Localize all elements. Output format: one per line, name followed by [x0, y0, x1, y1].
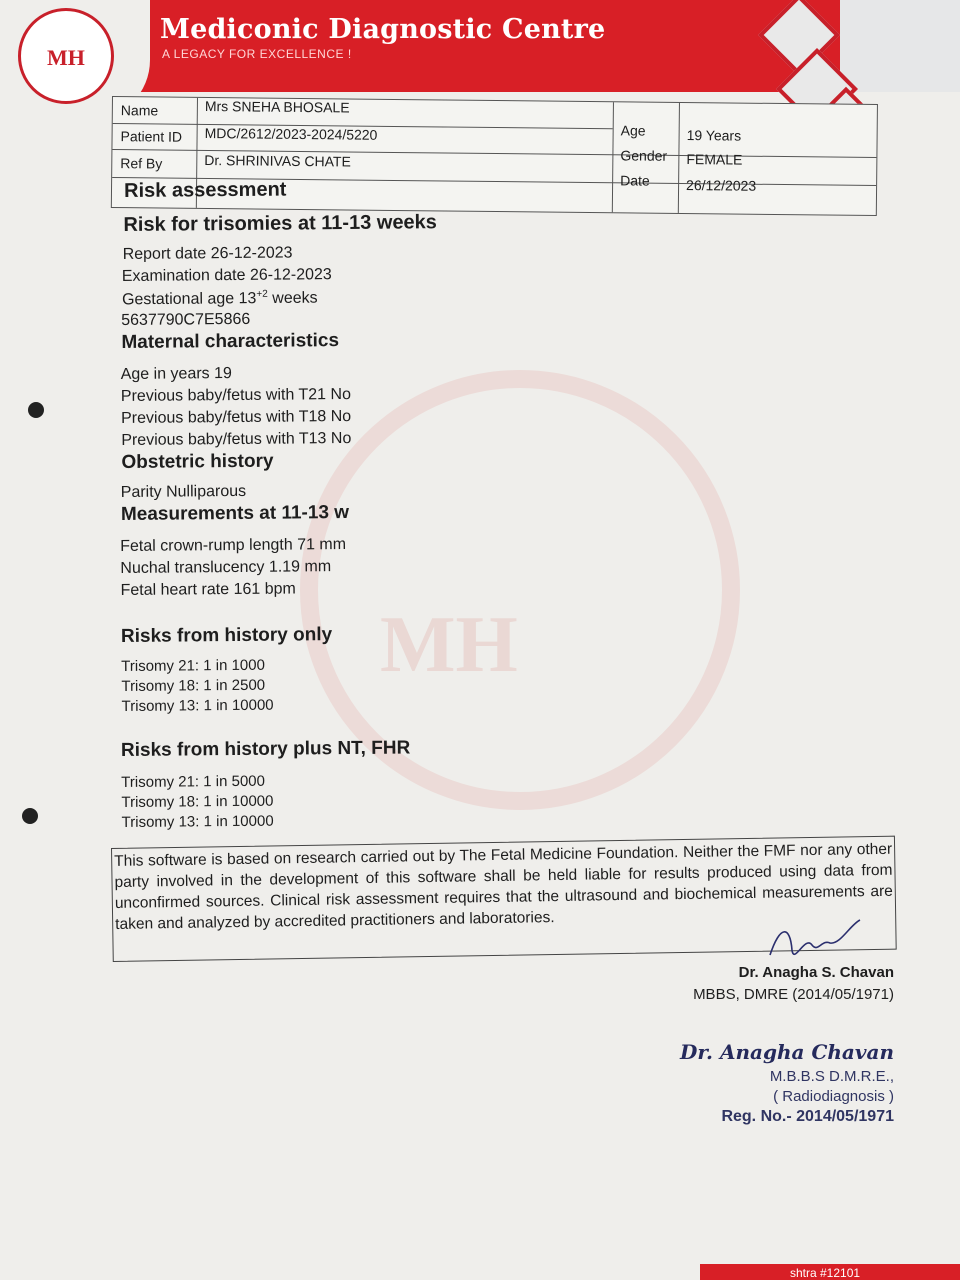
maternal-heading: Maternal characteristics — [121, 330, 340, 353]
risk-assessment-title: Risk assessment — [123, 178, 287, 202]
maternal-item: Previous baby/fetus with T21 No — [120, 385, 352, 406]
age-value: 19 Years — [686, 127, 742, 144]
clinic-tagline: A LEGACY FOR EXCELLENCE ! — [162, 47, 352, 61]
age-label: Age — [620, 122, 646, 139]
examination-date: Examination date 26-12-2023 — [121, 266, 332, 285]
ref-by-label: Ref By — [120, 155, 163, 172]
patient-id-value: MDC/2612/2023-2024/5220 — [204, 124, 378, 143]
measurement-item: Fetal heart rate 161 bpm — [120, 580, 296, 600]
stamp-doctor-name: Dr. Anagha Chavan — [680, 1040, 894, 1064]
footer-text: shtra #12101 — [790, 1266, 861, 1280]
date-value: 26/12/2023 — [686, 177, 757, 194]
obstetric-heading: Obstetric history — [121, 450, 274, 473]
clinic-name: Mediconic Diagnostic Centre — [160, 14, 606, 45]
punch-hole — [22, 808, 38, 824]
name-label: Name — [120, 102, 159, 119]
trisomy-risk-title: Risk for trisomies at 11-13 weeks — [123, 211, 437, 236]
report-date: Report date 26-12-2023 — [122, 244, 293, 263]
history-risk-item: Trisomy 21: 1 in 1000 — [121, 656, 266, 676]
nt-risk-item: Trisomy 13: 1 in 10000 — [121, 812, 274, 832]
measurements-heading: Measurements at 11-13 w — [120, 502, 350, 526]
ref-by-value: Dr. SHRINIVAS CHATE — [204, 151, 351, 170]
fmf-disclaimer: This software is based on research carried out by The Fetal Medicine Foundation. Neither the FMF nor any other party involved in the development of this software shall be held liable for results produced using data from unconfirmed sources. Clinical risk assessment requires that the ultrasound and biochemical measurements are taken and analyzed by accredited practitioners and laboratories. — [111, 836, 897, 962]
maternal-item: Age in years 19 — [120, 365, 232, 384]
date-label: Date — [620, 172, 650, 189]
logo-text: MH — [47, 45, 85, 70]
maternal-item: Previous baby/fetus with T13 No — [121, 429, 352, 449]
nt-risk-item: Trisomy 21: 1 in 5000 — [121, 772, 266, 792]
history-risk-heading: Risks from history only — [120, 624, 333, 648]
report-code: 5637790C7E5866 — [121, 310, 251, 329]
patient-id-label: Patient ID — [120, 128, 183, 145]
history-risk-item: Trisomy 13: 1 in 10000 — [121, 696, 274, 716]
history-risk-item: Trisomy 18: 1 in 2500 — [121, 676, 266, 696]
punch-hole — [28, 402, 44, 418]
nt-risk-heading: Risks from history plus NT, FHR — [120, 737, 411, 762]
measurement-item: Nuchal translucency 1.19 mm — [120, 558, 332, 578]
maternal-item: Previous baby/fetus with T18 No — [121, 407, 352, 427]
nt-risk-item: Trisomy 18: 1 in 10000 — [121, 792, 274, 812]
gender-label: Gender — [620, 147, 668, 164]
signing-doctor-qualification: MBBS, DMRE (2014/05/1971) — [693, 986, 894, 1003]
signing-doctor-name: Dr. Anagha S. Chavan — [738, 964, 894, 981]
stamp-registration: Reg. No.- 2014/05/1971 — [721, 1108, 894, 1125]
stamp-specialty: ( Radiodiagnosis ) — [773, 1088, 894, 1105]
stamp-degree: M.B.B.S D.M.R.E., — [769, 1068, 894, 1085]
name-value: Mrs SNEHA BHOSALE — [204, 97, 350, 116]
gestational-age: Gestational age $13^{+2}$ weeks — [121, 288, 318, 309]
measurement-item: Fetal crown-rump length 71 mm — [120, 536, 347, 556]
gender-value: FEMALE — [686, 151, 743, 168]
obstetric-item: Parity Nulliparous — [120, 482, 247, 502]
watermark-logo-text: MH — [380, 601, 518, 689]
